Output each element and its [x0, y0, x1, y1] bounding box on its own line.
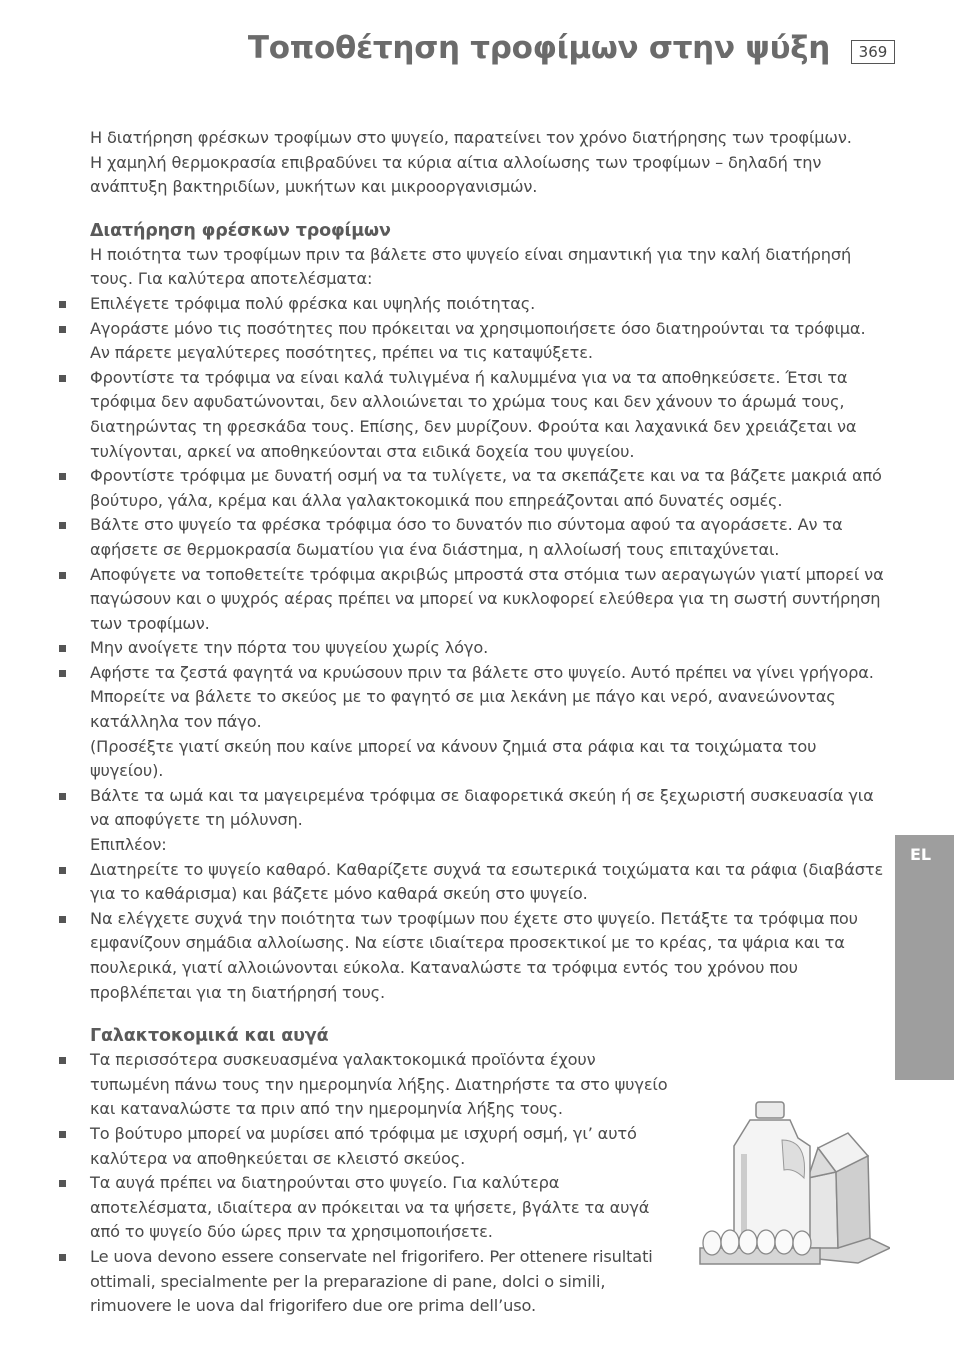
- section-lead: Η ποιότητα των τροφίμων πριν τα βάλετε στο ψυγείο είναι σημαντική για την καλή διατήρησή τους. Για καλύτερα αποτελέσματα:: [90, 244, 852, 289]
- fresh-food-list: [90, 292, 890, 1005]
- list-item: Φροντίστε τα τρόφιμα να είναι καλά τυλιγμένα ή καλυμμένα για να τα αποθηκεύσετε. Έτσι τα τρόφιμα δεν αφυδατώνονται, δεν αλλοιώνεται το χρώμα τους και δεν χάνουν το άρωμά τους, διατηρώντας τη φρεσκάδα τους. Επίσης, δεν μυρίζουν. Φρούτα και λαχανικά δεν χρειάζεται να τυλίγονται, αρκεί να αποθηκεύονται στα ειδικά δοχεία του ψυγείου.: [90, 366, 890, 464]
- list-item: Διατηρείτε το ψυγείο καθαρό. Καθαρίζετε συχνά τα εσωτερικά τοιχώματα και τα ράφια (διαβάστε για το καθάρισμα) και βάζετε μόνο καθαρά σκεύη στο ψυγείο.: [90, 858, 890, 907]
- intro-paragraph: Η χαμηλή θερμοκρασία επιβραδύνει τα κύρια αίτια αλλοίωσης των τροφίμων – δηλαδή την ανάπτυξη βακτηριδίων, μυκήτων και μικροοργανισμών.: [90, 152, 822, 197]
- milk-jug-carton-eggs-illustration: [698, 1098, 890, 1276]
- list-item: Φροντίστε τρόφιμα με δυνατή οσμή να τα τυλίγετε, να τα σκεπάζετε και να τα βάζετε μακριά από βούτυρο, γάλα, κρέμα και άλλα γαλακτοκομικά που επηρεάζονται από δυνατές οσμές.: [90, 464, 890, 513]
- egg-tray-shape: [700, 1230, 820, 1264]
- list-item: Αποφύγετε να τοποθετείτε τρόφιμα ακριβώς μπροστά στα στόμια των αεραγωγών γιατί μπορεί να παγώσουν και ο ψυχρός αέρας πρέπει να μπορεί να κυκλοφορεί ελεύθερα για τη σωστή συντήρηση των τροφίμων.: [90, 563, 890, 637]
- section-heading-fresh-food: Διατήρηση φρέσκων τροφίμων: [90, 220, 391, 241]
- list-item-text: Αφήστε τα ζεστά φαγητά να κρυώσουν πριν τα βάλετε στο ψυγείο. Αυτό πρέπει να γίνει γρήγορα. Μπορείτε να βάλετε το σκεύος με το φαγητό σε μια λεκάνη με πάγο και νερό, ανανεώνοντας κατάλληλα τον πάγο.: [90, 662, 874, 732]
- language-tab-label: EL: [910, 845, 932, 864]
- list-item: Le uova devono essere conservate nel frigorifero. Per ottenere risultati ottimali, specialmente per la preparazione di pane, dolci o simili, rimuovere le uova dal frigorifero due ore prima dell’uso.: [90, 1245, 675, 1319]
- list-item-note: (Προσέξτε γιατί σκεύη που καίνε μπορεί να κάνουν ζημιά στα ράφια και τα τοιχώματα του ψυγείου).: [90, 736, 817, 781]
- list-item: Τα περισσότερα συσκευασμένα γαλακτοκομικά προϊόντα έχουν τυπωμένη πάνω τους την ημερομηνία λήξης. Διατηρήστε τα στο ψυγείο και καταναλώστε τα πριν από την ημερομηνία λήξης τους.: [90, 1048, 675, 1122]
- list-item-text: Βάλτε τα ωμά και τα μαγειρεμένα τρόφιμα σε διαφορετικά σκεύη ή σε ξεχωριστή συσκευασία για να αποφύγετε τη μόλυνση.: [90, 785, 874, 830]
- list-item: Βάλτε στο ψυγείο τα φρέσκα τρόφιμα όσο το δυνατόν πιο σύντομα αφού τα αγοράσετε. Αν τα αφήσετε σε θερμοκρασία δωματίου για ένα διάστημα, η αλλοίωσή τους επιταχύνεται.: [90, 513, 890, 562]
- list-item: Αγοράστε μόνο τις ποσότητες που πρόκειται να χρησιμοποιήσετε όσο διατηρούνται τα τρόφιμα. Αν πάρετε μεγαλύτερες ποσότητες, πρέπει να τις καταψύξετε.: [90, 317, 890, 366]
- page-title: Τοποθέτηση τροφίμων στην ψύξη: [247, 30, 830, 66]
- carton-shape: [808, 1133, 870, 1248]
- language-tab: [895, 835, 954, 1080]
- page-number: 369: [851, 40, 895, 64]
- list-item: Επιλέγετε τρόφιμα πολύ φρέσκα και υψηλής ποιότητας.: [90, 292, 890, 317]
- section-heading-dairy-eggs: Γαλακτοκομικά και αυγά: [90, 1026, 329, 1047]
- list-item: Τα αυγά πρέπει να διατηρούνται στο ψυγείο. Για καλύτερα αποτελέσματα, ιδιαίτερα αν πρόκειται να τα ψήσετε, βγάλτε τα αυγά από το ψυγείο δύο ώρες πριν τα χρησιμοποιήσετε.: [90, 1171, 675, 1245]
- list-item: [90, 784, 890, 858]
- intro-paragraph: Η διατήρηση φρέσκων τροφίμων στο ψυγείο, παρατείνει τον χρόνο διατήρησης των τροφίμων.: [90, 128, 852, 147]
- list-item: Το βούτυρο μπορεί να μυρίσει από τρόφιμα με ισχυρή οσμή, γι’ αυτό καλύτερα να αποθηκεύεται σε κλειστό σκεύος.: [90, 1122, 675, 1171]
- list-item: Μην ανοίγετε την πόρτα του ψυγείου χωρίς λόγο.: [90, 636, 890, 661]
- list-item: [90, 661, 890, 784]
- list-item: Να ελέγχετε συχνά την ποιότητα των τροφίμων που έχετε στο ψυγείο. Πετάξτε τα τρόφιμα που εμφανίζουν σημάδια αλλοίωσης. Να είστε ιδιαίτερα προσεκτικοί με το κρέας, τα ψάρια και τα πουλερικά, γιατί αλλοιώνονται εύκολα. Καταναλώστε τα τρόφιμα εντός του χρόνου που προβλέπεται για τη διατήρησή τους.: [90, 907, 890, 1005]
- also-label: Επιπλέον:: [90, 835, 167, 855]
